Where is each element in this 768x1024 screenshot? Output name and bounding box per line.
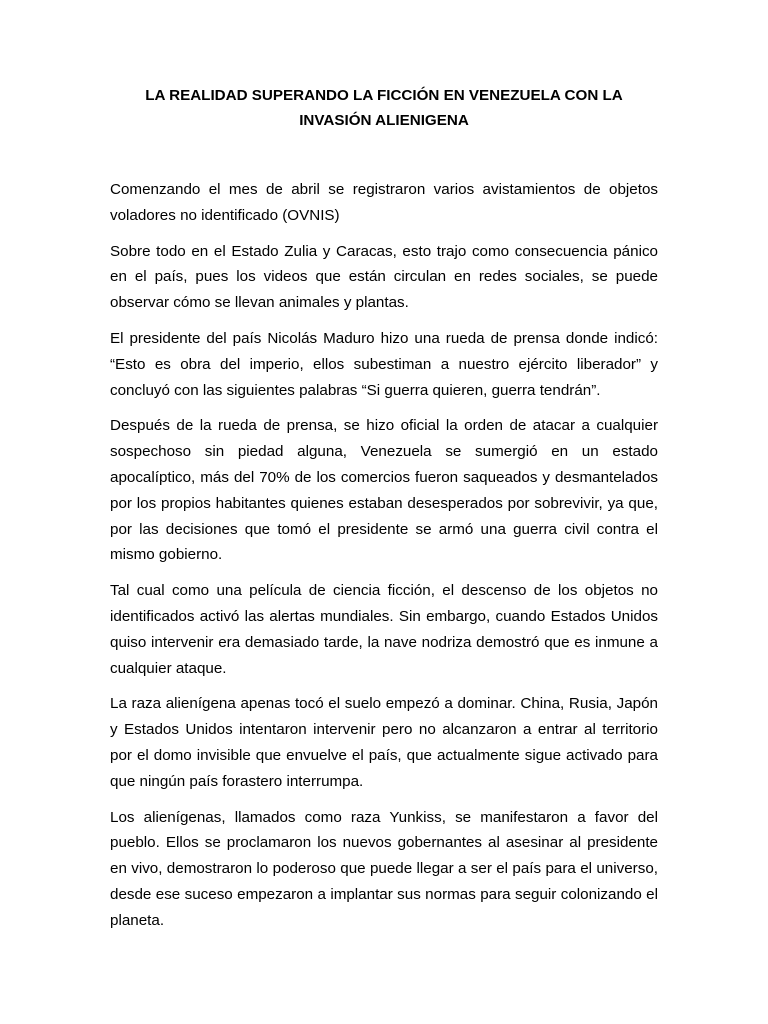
paragraph-4: Después de la rueda de prensa, se hizo oficial la orden de atacar a cualquier sospechoso sin piedad alguna, Venezuela se sumergió en un estado apocalíptico, más del 70% de los comercios fueron saqueados y desmantelados por los propios habitantes quienes estaban desesperados por sobrevivir, ya que, por las decisiones que tomó el presidente se armó una guerra civil contra el mismo gobierno. xyxy=(110,417,658,564)
title-line-1: LA REALIDAD SUPERANDO LA FICCIÓN EN VENEZUELA CON LA xyxy=(145,87,623,104)
paragraph-1: Comenzando el mes de abril se registraron varios avistamientos de objetos voladores no identificado (OVNIS) xyxy=(110,181,658,224)
paragraph-7: Los alienígenas, llamados como raza Yunkiss, se manifestaron a favor del pueblo. Ellos se proclamaron los nuevos gobernantes al asesinar al presidente en vivo, demostraron lo poderoso que puede llegar a ser el país para el universo, desde ese suceso empezaron a implantar sus normas para seguir colonizando el planeta. xyxy=(110,808,658,929)
paragraph-3: El presidente del país Nicolás Maduro hizo una rueda de prensa donde indicó: “Esto es obra del imperio, ellos subestiman a nuestro ejército liberador” y concluyó con las siguientes palabras “Si guerra quieren, guerra tendrán”. xyxy=(110,329,658,399)
paragraph-2: Sobre todo en el Estado Zulia y Caracas, esto trajo como consecuencia pánico en el país, pues los videos que están circulan en redes sociales, se puede observar cómo se llevan animales y plantas. xyxy=(110,242,658,312)
document-body xyxy=(110,177,658,944)
paragraph-5: Tal cual como una película de ciencia ficción, el descenso de los objetos no identificados activó las alertas mundiales. Sin embargo, cuando Estados Unidos quiso intervenir era demasiado tarde, la nave nodriza demostró que es inmune a cualquier ataque. xyxy=(110,582,658,677)
paragraph-6: La raza alienígena apenas tocó el suelo empezó a dominar. China, Rusia, Japón y Estados Unidos intentaron intervenir pero no alcanzaron a entrar al territorio por el domo invisible que envuelve el país, que actualmente sigue activado para que ningún país forastero interrumpa. xyxy=(110,695,658,790)
document-title xyxy=(110,83,658,133)
title-line-2: INVASIÓN ALIENIGENA xyxy=(299,112,469,129)
